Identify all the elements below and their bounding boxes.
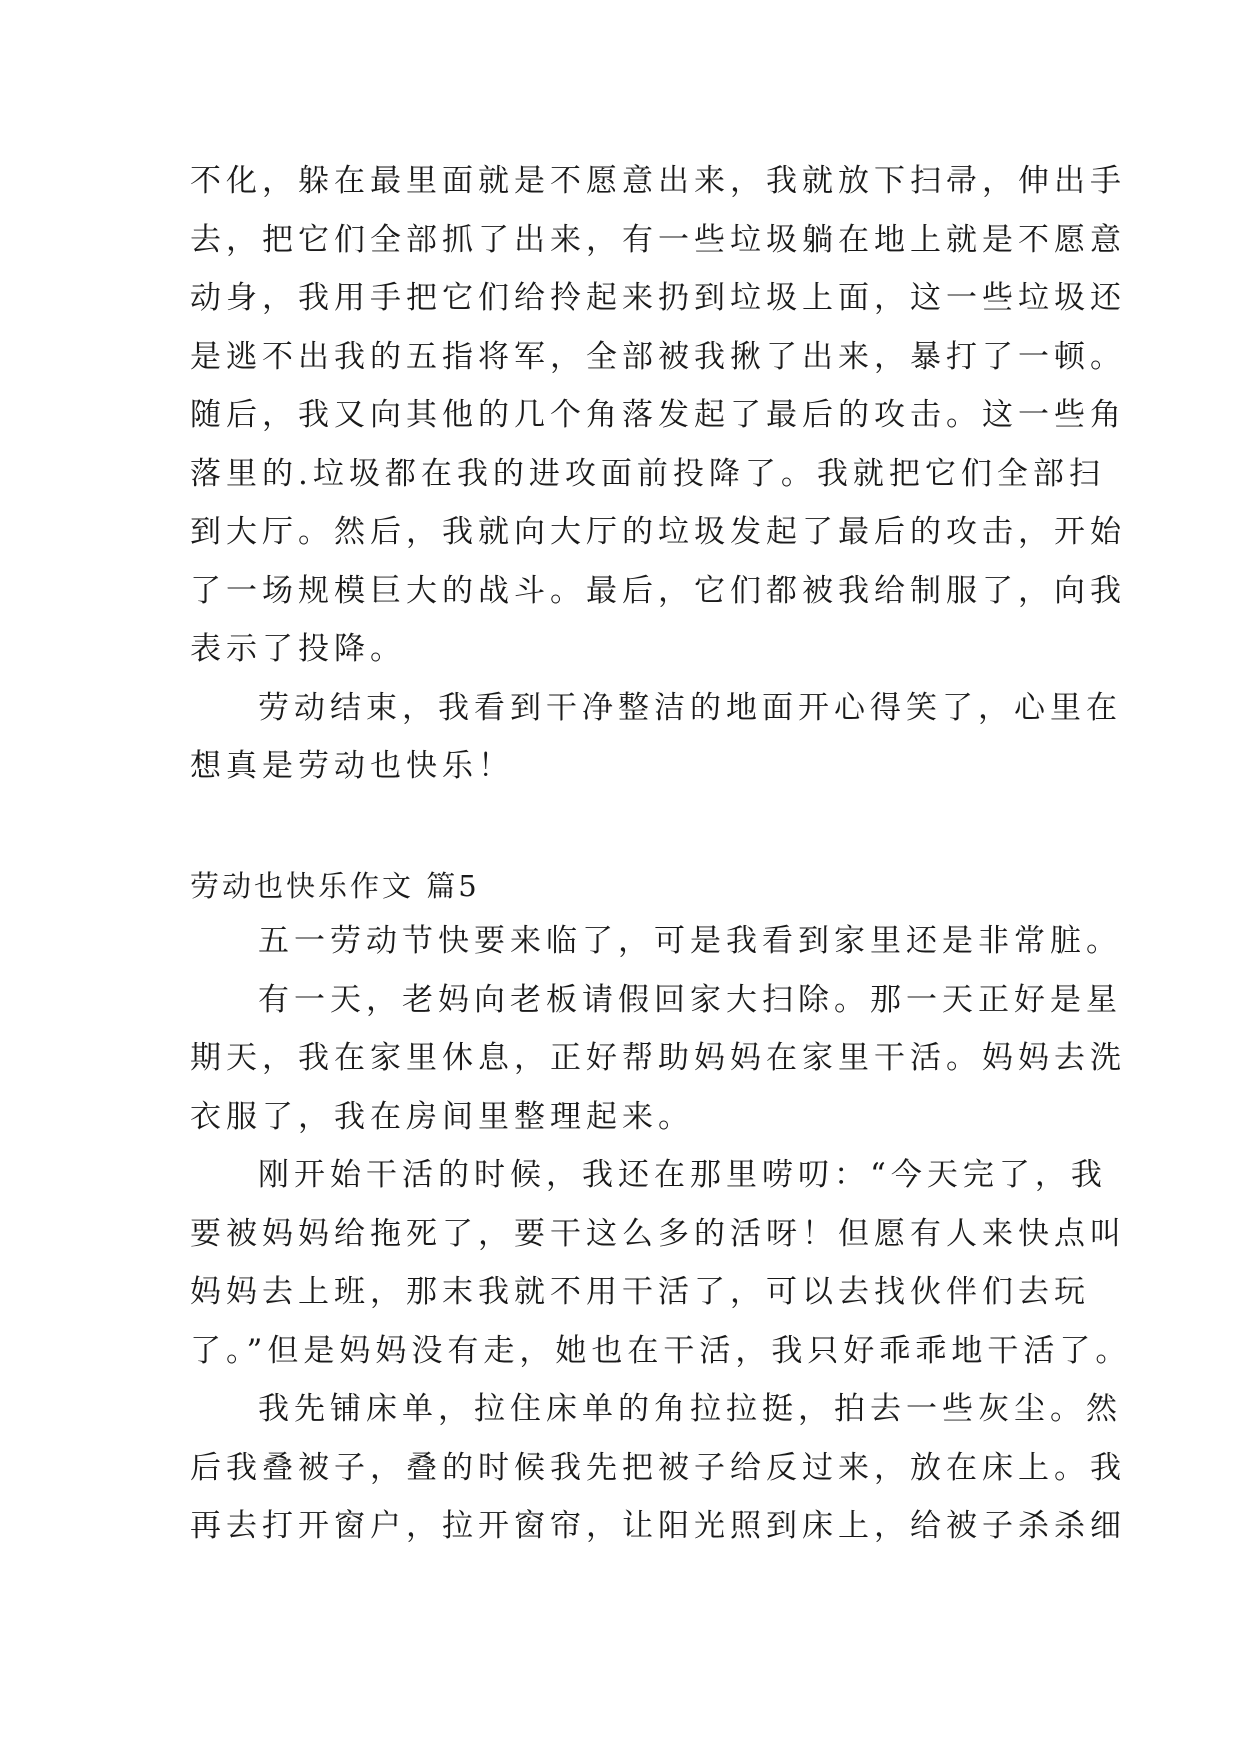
paragraph-first-line: 劳动结束，我看到干净整洁的地面开心得笑了，心里在 (258, 689, 1122, 726)
paragraph-first-line: 我先铺床单，拉住床单的角拉拉挺，拍去一些灰尘。然 (258, 1391, 1122, 1427)
text-line: 不化，躲在最里面就是不愿意出来，我就放下扫帚，伸出手 (190, 163, 1126, 199)
text-line: 想真是劳动也快乐！ (190, 748, 514, 784)
text-line: 随后，我又向其他的几个角落发起了最后的攻击。这一些角 (190, 397, 1126, 433)
text-line: 期天，我在家里休息，正好帮助妈妈在家里干活。妈妈去洗 (190, 1040, 1126, 1076)
text-line: 了。”但是妈妈没有走，她也在干活，我只好乖乖地干活了。 (190, 1332, 1132, 1369)
text-line: 落里的.垃圾都在我的进攻面前投降了。我就把它们全部扫 (190, 455, 1105, 492)
essay-continuation (190, 152, 1126, 796)
paragraph-first-line: 五一劳动节快要来临了，可是我看到家里还是非常脏。 (258, 923, 1122, 959)
paragraph-first-line: 刚开始干活的时候，我还在那里唠叨：“今天完了，我 (258, 1157, 1107, 1193)
text-line: 表示了投降。 (190, 631, 406, 667)
text-line: 再去打开窗户，拉开窗帘，让阳光照到床上，给被子杀杀细 (190, 1508, 1126, 1544)
section-heading: 劳动也快乐作文 篇5 (190, 869, 480, 903)
text-line: 要被妈妈给拖死了，要干这么多的活呀！但愿有人来快点叫 (190, 1215, 1126, 1252)
text-line: 衣服了，我在房间里整理起来。 (190, 1098, 694, 1135)
essay-section-5 (190, 912, 1132, 1556)
text-line: 动身，我用手把它们给拎起来扔到垃圾上面，这一些垃圾还 (190, 280, 1126, 316)
text-line: 到大厅。然后，我就向大厅的垃圾发起了最后的攻击，开始 (190, 514, 1126, 550)
text-line: 后我叠被子，叠的时候我先把被子给反过来，放在床上。我 (190, 1449, 1126, 1486)
paragraph-first-line: 有一天，老妈向老板请假回家大扫除。那一天正好是星 (258, 981, 1122, 1018)
text-line: 了一场规模巨大的战斗。最后，它们都被我给制服了，向我 (190, 572, 1126, 609)
text-line: 妈妈去上班，那末我就不用干活了，可以去找伙伴们去玩 (190, 1274, 1090, 1310)
text-line: 是逃不出我的五指将军，全部被我揪了出来，暴打了一顿。 (190, 338, 1126, 375)
text-line: 去，把它们全部抓了出来，有一些垃圾躺在地上就是不愿意 (190, 221, 1126, 258)
